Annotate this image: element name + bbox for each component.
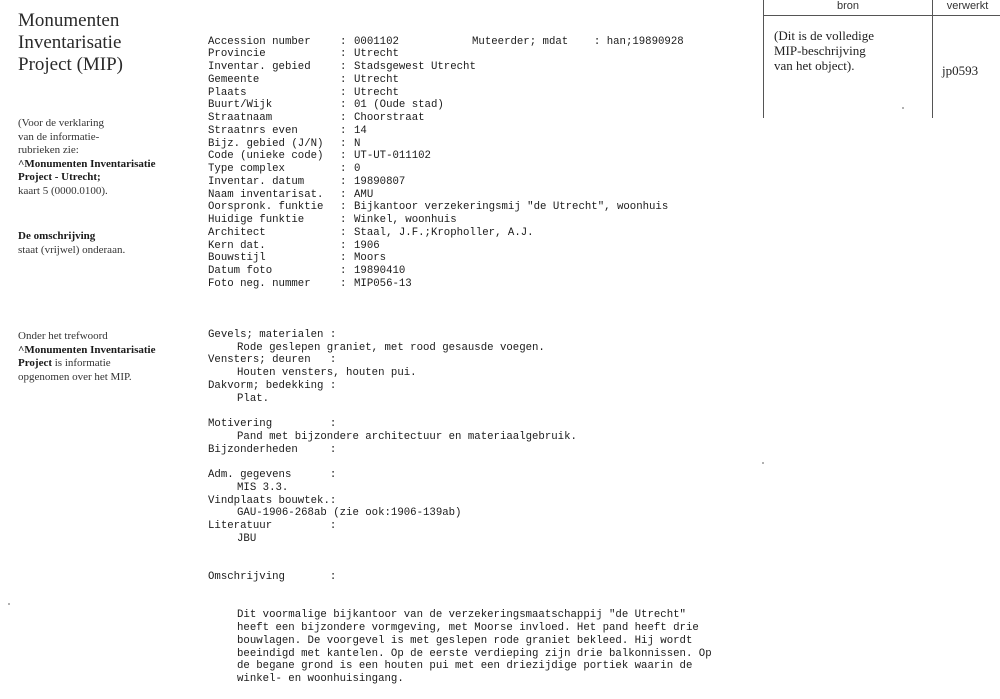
section-text: MIS 3.3. — [237, 481, 289, 494]
muteerder-field — [472, 36, 684, 49]
record-field-row — [208, 252, 712, 265]
field-value: Choorstraat — [354, 112, 425, 124]
muteerder-label: Muteerder; mdat — [472, 35, 569, 48]
section-label: Vindplaats bouwtek.: — [208, 494, 337, 507]
section-label: Motivering : — [208, 418, 337, 430]
section-text: Pand met bijzondere architectuur en materiaalgebruik. — [237, 430, 577, 443]
field-value: N — [354, 137, 361, 150]
field-label: Huidige funktie — [208, 214, 305, 226]
section-text: Rode geslepen graniet, met rood gesausde voegen. — [237, 341, 545, 354]
blank-line — [208, 316, 712, 329]
field-value: UT-UT-011102 — [354, 150, 431, 163]
field-separator: : — [340, 48, 347, 61]
record-field-row — [208, 214, 712, 227]
field-label: Kern dat. — [208, 239, 266, 252]
field-separator: : — [340, 73, 347, 86]
field-value: Stadsgewest Utrecht — [354, 61, 476, 73]
section-label: Dakvorm; bedekking : — [208, 379, 337, 392]
info-note-omschrijving: De omschrijving staat (vrijwel) onderaan. — [18, 230, 126, 256]
field-value: Utrecht — [354, 48, 399, 61]
omschrijving-text — [208, 609, 712, 686]
field-label: Bouwstijl — [208, 252, 266, 265]
column-verwerkt: verwerkt — [946, 0, 989, 12]
section-label: Gevels; materialen : — [208, 328, 337, 341]
field-separator: : — [340, 99, 347, 112]
field-value: Moors — [354, 252, 387, 265]
record-field-row — [208, 278, 712, 291]
record-field-row — [208, 36, 712, 49]
omschrijving-line: winkel- en woonhuisingang. — [237, 673, 404, 685]
blank-line — [208, 405, 712, 418]
field-value: Staal, J.F.;Kropholler, A.J. — [354, 226, 534, 239]
field-value: MIP056-13 — [354, 277, 412, 290]
field-label: Oorspronk. funktie — [208, 201, 324, 214]
record-field-row — [208, 74, 712, 87]
record-field-row — [208, 176, 712, 189]
field-separator: : — [340, 239, 347, 252]
section-text: GAU-1906-268ab (zie ook:1906-139ab) — [237, 507, 462, 520]
field-separator: : — [340, 35, 347, 48]
field-value: 01 (Oude stad) — [354, 99, 444, 112]
section-label: Bijzonderheden : — [208, 443, 337, 456]
record-field-row — [208, 87, 712, 100]
processed-code: jp0593 — [942, 63, 979, 78]
field-label: Architect — [208, 226, 266, 239]
field-label: Foto neg. nummer — [208, 277, 311, 290]
record-listing — [208, 10, 712, 699]
field-value: 1906 — [354, 239, 380, 252]
omschrijving-line: beeindigd met kantelen. Op de eerste verdieping zijn drie balkonnissen. Op — [237, 647, 712, 660]
field-separator: : — [340, 265, 347, 277]
section-label: Vensters; deuren : — [208, 354, 337, 367]
record-fields — [208, 36, 712, 291]
field-value: 14 — [354, 124, 367, 137]
field-label: Code (unieke code) — [208, 150, 324, 163]
field-separator: : — [340, 175, 347, 188]
field-label: Gemeente — [208, 73, 260, 86]
muteerder-separator: : — [568, 35, 607, 48]
field-separator: : — [340, 226, 347, 239]
field-value: 0001102 — [354, 35, 399, 48]
field-value: Bijkantoor verzekeringsmij "de Utrecht", woonhuis — [354, 201, 669, 214]
field-separator: : — [340, 214, 347, 226]
field-separator: : — [340, 201, 347, 214]
section-label: Adm. gegevens : — [208, 469, 337, 481]
field-value: Winkel, woonhuis — [354, 214, 457, 226]
omschrijving-line: heeft een bijzondere vormgeving, met Moorse invloed. Het pand heeft drie — [237, 622, 699, 634]
record-field-row — [208, 189, 712, 202]
field-label: Straatnaam — [208, 112, 273, 124]
field-separator: : — [340, 61, 347, 73]
field-label: Buurt/Wijk — [208, 99, 273, 112]
field-value: AMU — [354, 188, 374, 201]
field-label: Straatnrs even — [208, 124, 298, 137]
omschrijving-line: de begane grond is een houten pui met een driezijdige portiek waarin de — [237, 660, 693, 673]
field-label: Plaats — [208, 86, 247, 99]
omschrijving-line: Dit voormalige bijkantoor van de verzekeringsmaatschappij "de Utrecht" — [237, 609, 686, 622]
record-field-row — [208, 125, 712, 138]
record-field-row — [208, 48, 712, 61]
info-note-trefwoord: Onder het trefwoord ^Monumenten Inventarisatie Project is informatie opgenomen over het MIP. — [18, 330, 156, 383]
field-label: Inventar. gebied — [208, 61, 311, 73]
record-sections — [208, 316, 712, 546]
field-label: Inventar. datum — [208, 175, 305, 188]
omschrijving-line: bouwlagen. De voorgevel is met geslepen rode graniet bekleed. Hij wordt — [237, 634, 693, 647]
record-field-row — [208, 227, 712, 240]
page-title: Monumenten Inventarisatie Project (MIP) — [18, 10, 124, 75]
scan-speck — [8, 603, 10, 605]
field-separator: : — [340, 277, 347, 290]
column-divider — [932, 0, 933, 118]
section-text: JBU — [237, 532, 257, 545]
field-separator: : — [340, 137, 347, 150]
field-value: 0 — [354, 163, 361, 175]
record-field-row — [208, 61, 712, 74]
field-separator: : — [340, 188, 347, 201]
scan-speck — [902, 107, 904, 109]
field-label: Datum foto — [208, 265, 273, 277]
info-note-rubrieken: (Voor de verklaring van de informatie- rubrieken zie: ^Monumenten Inventarisatie Project - Utrecht; kaart 5 (0000.0100). — [18, 117, 156, 197]
field-separator: : — [340, 252, 347, 265]
left-sidebar — [18, 10, 188, 383]
field-label: Provincie — [208, 48, 266, 61]
muteerder-value: han;19890928 — [606, 35, 684, 48]
record-field-row — [208, 163, 712, 176]
record-field-row — [208, 138, 712, 151]
record-field-row — [208, 112, 712, 125]
omschrijving-label: Omschrijving : — [208, 571, 337, 583]
field-separator: : — [340, 124, 347, 137]
record-field-row — [208, 150, 712, 163]
section-text: Plat. — [237, 392, 270, 405]
field-label: Naam inventarisat. — [208, 188, 324, 201]
source-box — [763, 0, 1000, 118]
field-value: Utrecht — [354, 73, 399, 86]
blank-line — [208, 456, 712, 469]
source-note: (Dit is de volledige MIP-beschrijving van het object). — [774, 28, 875, 73]
section-label: Literatuur : — [208, 520, 337, 532]
record-field-row — [208, 240, 712, 253]
record-field-row — [208, 265, 712, 278]
source-box-header — [764, 0, 1000, 16]
field-label: Bijz. gebied (J/N) — [208, 137, 324, 150]
field-label: Type complex — [208, 163, 285, 175]
column-bron: bron — [836, 0, 860, 12]
field-separator: : — [340, 86, 347, 99]
field-value: 19890807 — [354, 175, 406, 188]
record-field-row — [208, 99, 712, 112]
field-value: Utrecht — [354, 86, 399, 99]
record-field-row — [208, 201, 712, 214]
field-value: 19890410 — [354, 265, 406, 277]
section-text: Houten vensters, houten pui. — [237, 367, 417, 379]
field-separator: : — [340, 112, 347, 124]
field-separator: : — [340, 163, 347, 175]
field-label: Accession number — [208, 35, 311, 48]
field-separator: : — [340, 150, 347, 163]
scan-speck — [762, 462, 764, 464]
